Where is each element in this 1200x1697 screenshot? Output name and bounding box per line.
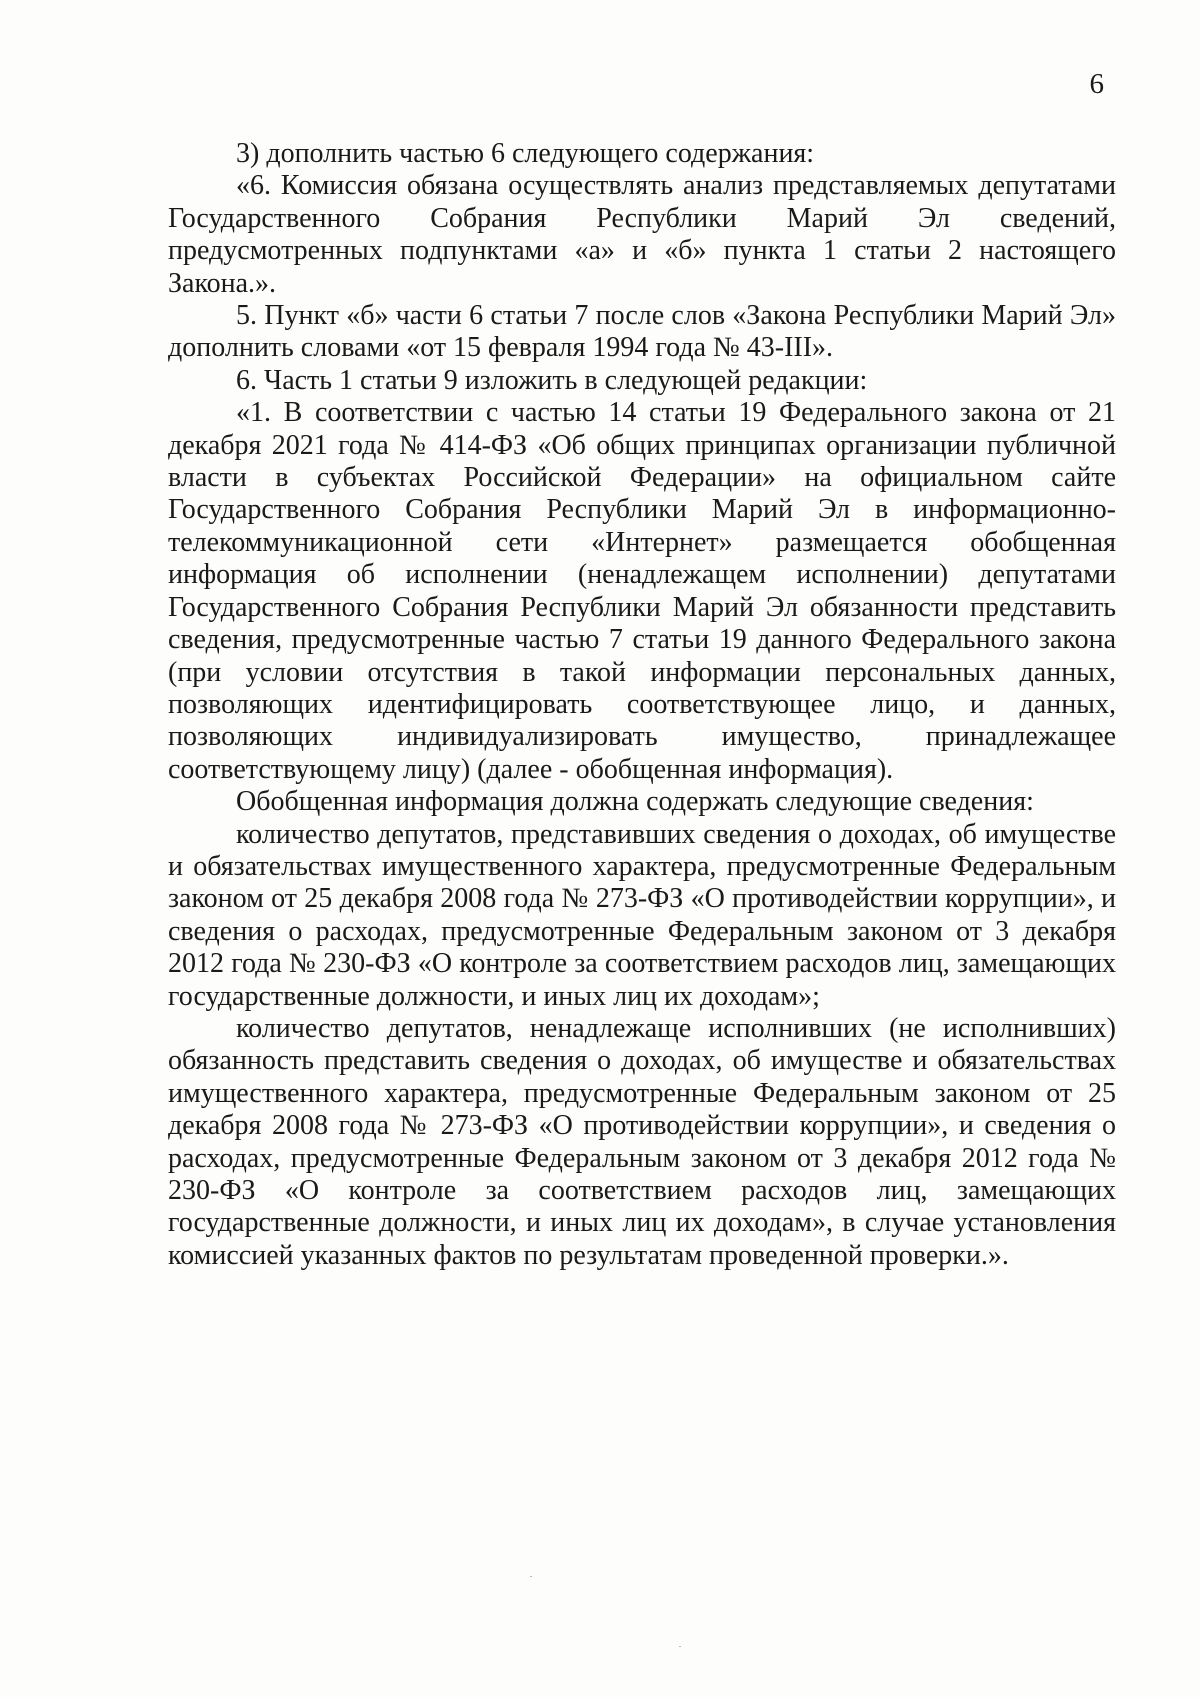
- document-body: [168, 138, 1116, 1272]
- page-number: 6: [1089, 68, 1104, 100]
- paragraph-item-3: 3) дополнить частью 6 следующего содержания:: [236, 138, 815, 169]
- paragraph-point-5: 5. Пункт «б» части 6 статьи 7 после слов «Закона Республики Марий Эл» дополнить словами «от 15 февраля 1994 года № 43-III».: [168, 300, 1116, 364]
- paragraph-point-6: 6. Часть 1 статьи 9 изложить в следующей редакции:: [236, 364, 868, 396]
- paragraph-count-not-submitted: количество депутатов, ненадлежаще исполнивших (не исполнивших) обязанность представить сведения о доходах, об имуществе и обязательствах имущественного характера, предусмотренные Федеральным законом от 25 декабря 2008 года № 273-ФЗ «О противодействии коррупции», и сведения о расходах, предусмотренные Федеральным законом от 3 декабря 2012 года № 230-ФЗ «О контроле за соответствием расходов лиц, замещающих государственные должности, и иных лиц их доходам», в случае установления комиссией указанных фактов по результатам проведенной проверки.».: [168, 1012, 1116, 1271]
- scan-speck: [679, 1646, 681, 1647]
- paragraph-part-1-text: «1. В соответствии с частью 14 статьи 19 Федерального закона от 21 декабря 2021 года № 414-ФЗ «Об общих принципах организации публичной власти в субъектах Российской Федерации» на официальном сайте Государственного Собрания Республики Марий Эл в информационно-телекоммуникационной сети «Интернет» размещается обобщенная информация об исполнении (ненадлежащем исполнении) депутатами Государственного Собрания Республики Марий Эл обязанности представить сведения, предусмотренные частью 7 статьи 19 данного Федерального закона (при условии отсутствия в такой информации персональных данных, позволяющих идентифицировать соответствующее лицо, и данных, позволяющих индивидуализировать имущество, принадлежащее соответствующему лицу) (далее - обобщенная информация).: [168, 397, 1116, 785]
- paragraph-count-submitted: количество депутатов, представивших сведения о доходах, об имуществе и обязательствах имущественного характера, предусмотренные Федеральным законом от 25 декабря 2008 года № 273-ФЗ «О противодействии коррупции», и сведения о расходах, предусмотренные Федеральным законом от 3 декабря 2012 года № 230-ФЗ «О контроле за соответствием расходов лиц, замещающих государственные должности, и иных лиц их доходам»;: [168, 818, 1116, 1012]
- paragraph-summary-intro: Обобщенная информация должна содержать следующие сведения:: [236, 786, 1034, 818]
- paragraph-part-6-text: «6. Комиссия обязана осуществлять анализ представляемых депутатами Государственного Собрания Республики Марий Эл сведений, предусмотренных подпунктами «а» и «б» пункта 1 статьи 2 настоящего Закона.».: [168, 170, 1116, 299]
- scan-speck: [530, 1576, 532, 1577]
